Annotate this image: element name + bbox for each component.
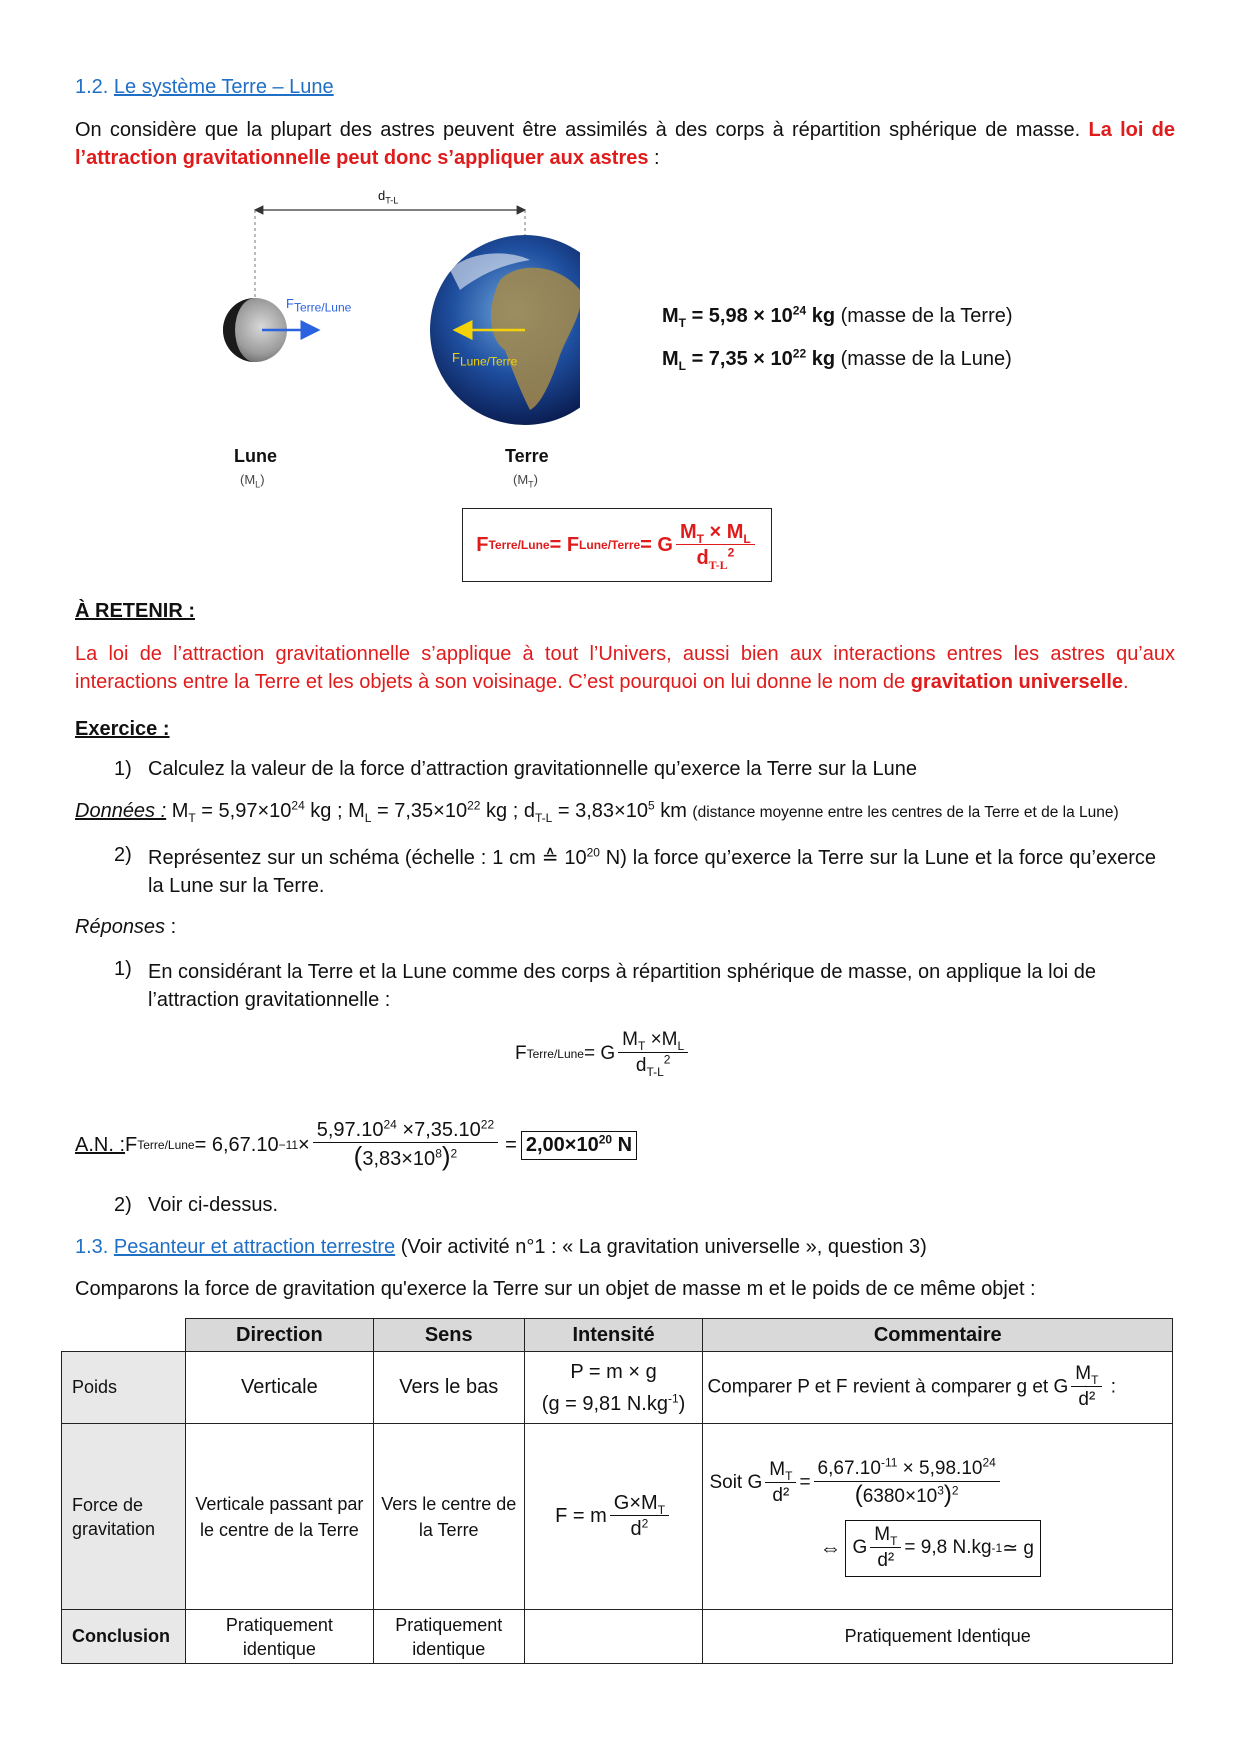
equiv-symbol: ⇔ [819, 1535, 842, 1560]
table-row-poids [62, 1352, 1173, 1424]
retenir-end: . [1123, 671, 1129, 693]
f-d: d [635, 1055, 647, 1076]
an-f: F [125, 1133, 138, 1156]
cell-sens: Pratiquement identique [373, 1610, 524, 1664]
res-value: = 9,8 N.kg [904, 1537, 992, 1558]
res-g: G [852, 1537, 868, 1558]
header-direction: Direction [185, 1319, 373, 1352]
sf2-den: $(6380\times 10^3)^2$ [854, 1480, 959, 1508]
d-exp: 22 [467, 798, 481, 813]
retenir-bold: gravitation universelle [910, 671, 1123, 693]
g-text: (g = 9,81 N.kg [541, 1392, 668, 1415]
comment-fraction [1071, 1362, 1102, 1413]
f-num [618, 1028, 688, 1053]
cf-den: d² [1078, 1389, 1096, 1410]
intro-paragraph [75, 116, 1175, 172]
an-fraction [313, 1118, 498, 1172]
d-part: kg ; M [304, 800, 365, 822]
an-label: A.N. : [75, 1133, 126, 1156]
retenir-heading: À RETENIR : [75, 600, 195, 622]
f-m: M [622, 1029, 638, 1050]
donnees-line [75, 800, 1119, 823]
int-gm: G×M [613, 1492, 658, 1514]
rf-num [870, 1523, 901, 1548]
sf2-d: 6380×10 [862, 1485, 938, 1507]
formula-box: F Terre/Lune = F Lune/Terre = G $\frac{M_T \times M_L}{d_{T-L}^2}$ [462, 508, 772, 582]
distance-label [378, 188, 399, 206]
mass-sub: L [678, 359, 687, 373]
distance-symbol: d [378, 188, 386, 203]
cf-num [1071, 1362, 1102, 1387]
mass-value: = 7,35 × 10 [686, 348, 793, 370]
mass-value: = 5,98 × 10 [686, 305, 793, 327]
int-d: d [630, 1518, 642, 1540]
d-sub: L [364, 811, 372, 825]
q2-end: N) la force qu’exerce la Terre sur la Lune et la force qu’exerce la Lune sur la Terre. [148, 847, 1156, 897]
cell-commentaire [703, 1352, 1173, 1424]
exercice-heading: Exercice : [75, 718, 170, 740]
d-sub: T-L [534, 811, 553, 825]
formula-g: = G [640, 533, 673, 556]
d-part: km [654, 800, 693, 822]
mass-exp: 24 [792, 303, 807, 318]
cell-intensite [524, 1610, 703, 1664]
sf-m: M [769, 1458, 786, 1480]
result-line [819, 1520, 1166, 1577]
r1-text: En considérant la Terre et la Lune comme des corps à répartition sphérique de masse, on applique la loi de l’attraction gravitationnelle : [148, 961, 1096, 1011]
an-line: A.N. : F Terre/Lune = 6,67.10 −11 × $\frac{5,97.10^{24} \times 7,35.10^{22}}{(3,83\times 10^8)^2}$ = $2,00\times 10^{20}$ N [75, 1118, 637, 1172]
f-fraction [618, 1028, 688, 1079]
soit-text: Soit G [709, 1472, 763, 1493]
int-fraction [610, 1491, 669, 1542]
d-exp: 24 [291, 798, 305, 813]
d-part: kg ; d [480, 800, 535, 822]
an-dsq: 2 [450, 1146, 458, 1161]
formula-fraction [676, 520, 755, 571]
mass-unit: kg [806, 348, 836, 370]
soit-fraction [765, 1458, 796, 1509]
formula-reponse: F Terre/Lune = G $\frac{M_T \times M_L}{d_{T-L}^2}$ [515, 1028, 691, 1079]
force-symbol: F [452, 350, 460, 365]
g-end: ) [678, 1392, 686, 1415]
num-sub: T [696, 531, 704, 546]
num-times: × M [703, 520, 744, 543]
cell-direction: Pratiquement identique [185, 1610, 373, 1664]
table-corner [62, 1319, 186, 1352]
comment-text: Comparer P et F revient à comparer g et G [707, 1376, 1069, 1398]
header-sens: Sens [373, 1319, 524, 1352]
intro-end: : [648, 147, 660, 169]
d-part: = 3,83×10 [552, 800, 648, 822]
mass-end: ) [533, 472, 539, 487]
row-label: Poids [62, 1352, 186, 1424]
f-s: L [677, 1038, 685, 1053]
retenir-text [75, 640, 1175, 696]
int-exp: 2 [641, 1516, 649, 1531]
sf-sub: T [785, 1468, 793, 1483]
sf-den: d² [772, 1484, 790, 1506]
force-sub: Lune/Terre [459, 354, 518, 369]
reponses-heading [75, 916, 176, 939]
soit-eq: = [799, 1472, 811, 1493]
retenir-body: La loi de l’attraction gravitationnelle s’applique à tout l’Univers, aussi bien aux interactions entres les astres qu’aux interactions entre la Terre et les objets à son voisinage. C’est pourquoi on lui donne le nom de [75, 643, 1175, 693]
den-sub: T-L [708, 557, 728, 572]
cf-m: M [1075, 1363, 1092, 1384]
res-end: ≃ g [1002, 1537, 1034, 1559]
sf2-b: × 5,98.10 [897, 1457, 983, 1479]
f-times: ×M [645, 1029, 678, 1050]
p-formula: P = m × g [570, 1360, 657, 1383]
mass-desc: (masse de la Terre) [835, 305, 1013, 327]
res-exp: 20 [598, 1131, 613, 1146]
q2-exp: 20 [586, 845, 600, 860]
sf2-num [814, 1457, 1000, 1482]
formula-numerator [676, 520, 755, 545]
den-d: d [696, 546, 709, 569]
section-title[interactable]: Pesanteur et attraction terrestre [113, 1236, 396, 1258]
r2-number: 2) [114, 1194, 132, 1216]
f-den [632, 1053, 675, 1079]
force-lune-terre-label [452, 350, 518, 369]
row-label: Conclusion [62, 1610, 186, 1664]
an-eq: = 6,67.10 [194, 1133, 279, 1156]
cell-intensite [524, 1352, 703, 1424]
q2-number: 2) [114, 844, 132, 866]
r2-text: Voir ci-dessus. [148, 1194, 279, 1216]
rf-den: d² [877, 1549, 895, 1571]
comment-end: : [1105, 1376, 1116, 1398]
intro-text: On considère que la plupart des astres peuvent être assimilés à des corps à répartition sphérique de masse. [75, 119, 1089, 141]
row-label: Force de gravitation [62, 1424, 186, 1610]
f-dexp: 2 [663, 1052, 671, 1067]
formula-f: F [476, 533, 489, 556]
an-n1: 5,97.10 [316, 1119, 384, 1141]
num-sub: L [743, 531, 751, 546]
q2-body: Représentez sur un schéma (échelle : 1 cm ≙ 10 [148, 847, 587, 869]
an-n2: ×7,35.10 [396, 1119, 481, 1141]
num-m: M [679, 520, 697, 543]
f-dsub: T-L [646, 1064, 664, 1079]
mass-text: (M [513, 472, 529, 487]
sf2-de: 3 [937, 1483, 944, 1498]
mass-unit: kg [806, 305, 836, 327]
mass-moon-line [662, 348, 1012, 371]
earth-label: Terre [505, 446, 549, 466]
an-result [521, 1131, 637, 1160]
header-intensite: Intensité [524, 1319, 703, 1352]
formula-denominator [692, 545, 738, 571]
mass-end: ) [260, 472, 265, 487]
section-heading-1-3 [75, 1236, 927, 1259]
section-after: (Voir activité n°1 : « La gravitation universelle », question 3) [395, 1236, 927, 1258]
cell-commentaire: Pratiquement Identique [703, 1610, 1173, 1664]
cell-direction: Verticale [185, 1352, 373, 1424]
mass-sub: T [528, 479, 534, 490]
sf2-e2: 24 [982, 1455, 996, 1470]
compare-text: Comparons la force de gravitation qu'exerce la Terre sur un objet de masse m et le poids de ce même objet : [75, 1278, 1036, 1300]
int-f: F = m [555, 1504, 607, 1527]
reponses-colon: : [165, 916, 177, 938]
rf-sub: T [890, 1533, 898, 1548]
sf2-sq: 2 [951, 1483, 959, 1498]
r1-number: 1) [114, 958, 132, 980]
d-sub: T [188, 811, 196, 825]
force-symbol: F [286, 296, 294, 311]
res-unit: N [612, 1133, 633, 1156]
sf2-e1: -11 [880, 1455, 898, 1470]
rf-m: M [874, 1523, 891, 1545]
table-row-gravitation [62, 1424, 1173, 1610]
header-commentaire: Commentaire [703, 1319, 1173, 1352]
section-heading-1-2 [75, 76, 334, 99]
g-value [529, 1388, 699, 1420]
an-de: 8 [435, 1146, 442, 1161]
an-times: × [298, 1133, 310, 1156]
q1-number: 1) [114, 758, 132, 780]
den-exp: 2 [727, 544, 735, 559]
an-num [313, 1118, 498, 1143]
cell-sens: Vers le bas [373, 1352, 524, 1424]
int-sub: T [657, 1503, 666, 1517]
q1-text: Calculez la valeur de la force d’attraction gravitationnelle qu’exerce la Terre sur la Lune [148, 758, 917, 780]
an-e1: 24 [383, 1117, 397, 1132]
comparison-table [61, 1318, 1173, 1664]
mass-earth-line [662, 305, 1013, 328]
mass-symbol: M [662, 305, 679, 327]
donnees-label: Données : [75, 800, 167, 822]
section-number: 1.2. [75, 76, 109, 98]
d-part: = 7,35×10 [371, 800, 468, 822]
force-sub: Terre/Lune [293, 300, 352, 315]
mass-text: (M [240, 472, 256, 487]
d-part: M [166, 800, 189, 822]
sf2-a: 6,67.10 [817, 1457, 881, 1479]
mass-sub: T [678, 316, 687, 330]
g-exp: -1 [667, 1390, 679, 1405]
mass-symbol: M [662, 348, 679, 370]
mass-exp: 22 [792, 346, 807, 361]
an-e2: 22 [480, 1117, 495, 1132]
res-fraction [870, 1523, 901, 1574]
an-eq2: = [505, 1133, 517, 1156]
soit-line [709, 1457, 1166, 1510]
an-d: 3,83×10 [362, 1148, 436, 1170]
int-num [610, 1491, 669, 1516]
formula-eq: = F [549, 533, 580, 556]
an-den: $(3,83\times 10^8)^2$ [353, 1141, 458, 1171]
sf-num [765, 1458, 796, 1483]
d-part: = 5,97×10 [195, 800, 292, 822]
cell-intensite [524, 1424, 703, 1610]
reponses-label: Réponses [75, 916, 166, 938]
cf-sub: T [1091, 1372, 1099, 1387]
f-symbol: F [515, 1042, 527, 1064]
force-terre-lune-label [286, 296, 352, 315]
int-den [627, 1516, 653, 1542]
cell-commentaire-calcul [703, 1424, 1173, 1610]
section-title[interactable]: Le système Terre – Lune [113, 76, 334, 98]
cell-direction: Verticale passant par le centre de la Terre [185, 1424, 373, 1610]
soit-fraction2 [814, 1457, 1000, 1510]
q2-text [148, 844, 1156, 900]
f-eq: = G [583, 1042, 616, 1064]
moon-mass-label [240, 472, 265, 490]
result-box: G $\frac{M_T}{\text{d²}}$ = 9,8 N.kg -1 ≃ g [845, 1520, 1041, 1577]
moon-label: Lune [234, 446, 277, 466]
cell-sens: Vers le centre de la Terre [373, 1424, 524, 1610]
res-val: 2,00×10 [525, 1133, 599, 1156]
table-row-conclusion [62, 1610, 1173, 1664]
intro-highlight: La loi de l’attraction gravitationnelle peut donc s’appliquer aux astres [75, 119, 1175, 169]
mass-sub: L [255, 479, 261, 490]
d-exp: 5 [647, 798, 655, 813]
section-number: 1.3. [75, 1236, 109, 1258]
f-s: T [637, 1038, 646, 1053]
earth-mass-label [513, 472, 539, 490]
d-small: (distance moyenne entre les centres de la Terre et de la Lune) [692, 804, 1119, 821]
distance-sub: T-L [385, 195, 399, 206]
mass-desc: (masse de la Lune) [835, 348, 1012, 370]
